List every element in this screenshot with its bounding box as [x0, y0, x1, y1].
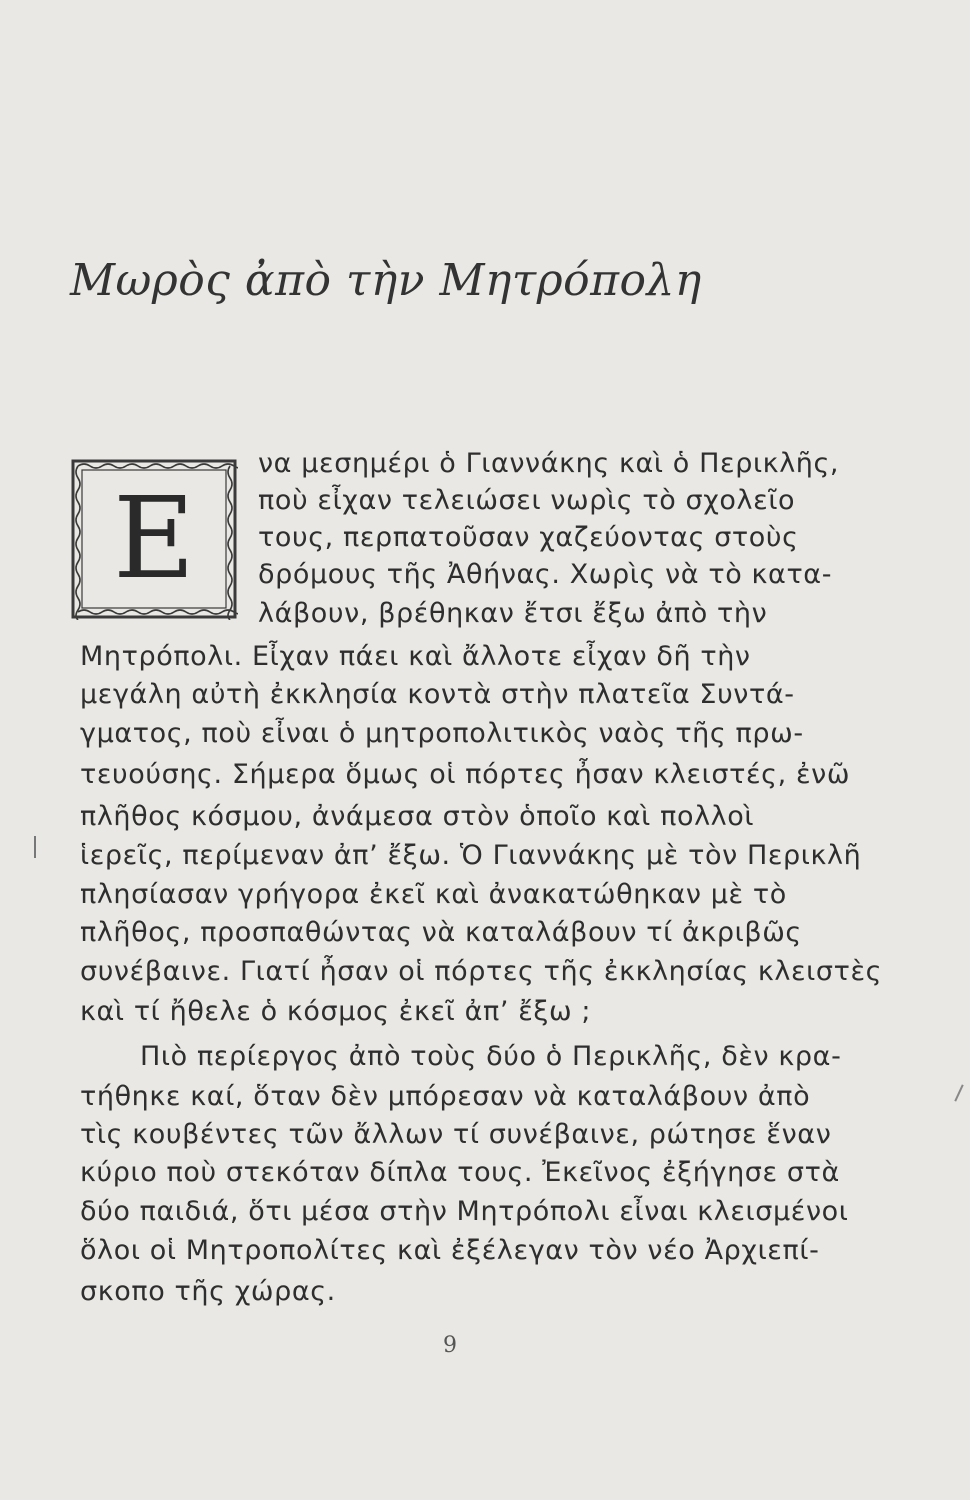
text-line: μεγάλη αὐτὴ ἐκκλησία κοντὰ στὴν πλατεῖα Συντά-: [80, 679, 795, 710]
text-line: πλησίασαν γρήγορα ἐκεῖ καὶ ἀνακατώθηκαν μὲ τὸ: [80, 879, 787, 910]
text-line: ποὺ εἶχαν τελειώσει νωρὶς τὸ σχολεῖο: [258, 485, 796, 516]
text-line: Μητρόπολι. Εἶχαν πάει καὶ ἄλλοτε εἶχαν δῆ τὴν: [80, 641, 751, 672]
text-line: γματος, ποὺ εἶναι ὁ μητροπολιτικὸς ναὸς τῆς πρω-: [80, 718, 804, 749]
text-line: τευούσης. Σήμερα ὅμως οἱ πόρτες ἦσαν κλειστές, ἐνῶ: [80, 759, 851, 790]
text-line: πλῆθος, προσπαθώντας νὰ καταλάβουν τί ἀκριβῶς: [80, 917, 802, 948]
chapter-title: Μωρὸς ἀπὸ τὴν Μητρόπολη: [70, 255, 702, 306]
text-line: να μεσημέρι ὁ Γιαννάκης καὶ ὁ Περικλῆς,: [258, 448, 840, 479]
drop-cap-letter: Ε: [113, 474, 195, 604]
text-line: δύο παιδιά, ὅτι μέσα στὴν Μητρόπολι εἶναι κλεισμένοι: [80, 1196, 849, 1227]
text-line: κύριο ποὺ στεκόταν δίπλα τους. Ἐκεῖνος ἐξήγησε στὰ: [80, 1157, 840, 1188]
drop-cap: [70, 458, 238, 620]
text-line: συνέβαινε. Γιατί ἦσαν οἱ πόρτες τῆς ἐκκλησίας κλειστὲς: [80, 956, 883, 987]
text-line: λάβουν, βρέθηκαν ἔτσι ἔξω ἀπὸ τὴν: [258, 598, 768, 629]
margin-mark: [34, 836, 36, 858]
text-line: ἱερεῖς, περίμεναν ἀπ’ ἔξω. Ὁ Γιαννάκης μὲ τὸν Περικλῆ: [80, 840, 862, 871]
text-line: πλῆθος κόσμου, ἀνάμεσα στὸν ὁποῖο καὶ πολλοὶ: [80, 801, 755, 832]
text-line: σκοπο τῆς χώρας.: [80, 1276, 336, 1307]
text-line: Πιὸ περίεργος ἀπὸ τοὺς δύο ὁ Περικλῆς, δὲν κρα-: [140, 1041, 842, 1072]
text-line: τους, περπατοῦσαν χαζεύοντας στοὺς: [258, 522, 799, 553]
text-line: τήθηκε καί, ὅταν δὲν μπόρεσαν νὰ καταλάβουν ἀπὸ: [80, 1081, 811, 1112]
page-number: 9: [443, 1333, 457, 1358]
text-line: τὶς κουβέντες τῶν ἄλλων τί συνέβαινε, ρώτησε ἕναν: [80, 1119, 832, 1150]
text-line: ὅλοι οἱ Μητροπολίτες καὶ ἐξέλεγαν τὸν νέο Ἀρχιεπί-: [80, 1235, 820, 1266]
margin-mark: [954, 1084, 963, 1101]
text-line: δρόμους τῆς Ἀθήνας. Χωρὶς νὰ τὸ κατα-: [258, 559, 833, 590]
text-line: καὶ τί ἤθελε ὁ κόσμος ἐκεῖ ἀπ’ ἔξω ;: [80, 996, 592, 1027]
